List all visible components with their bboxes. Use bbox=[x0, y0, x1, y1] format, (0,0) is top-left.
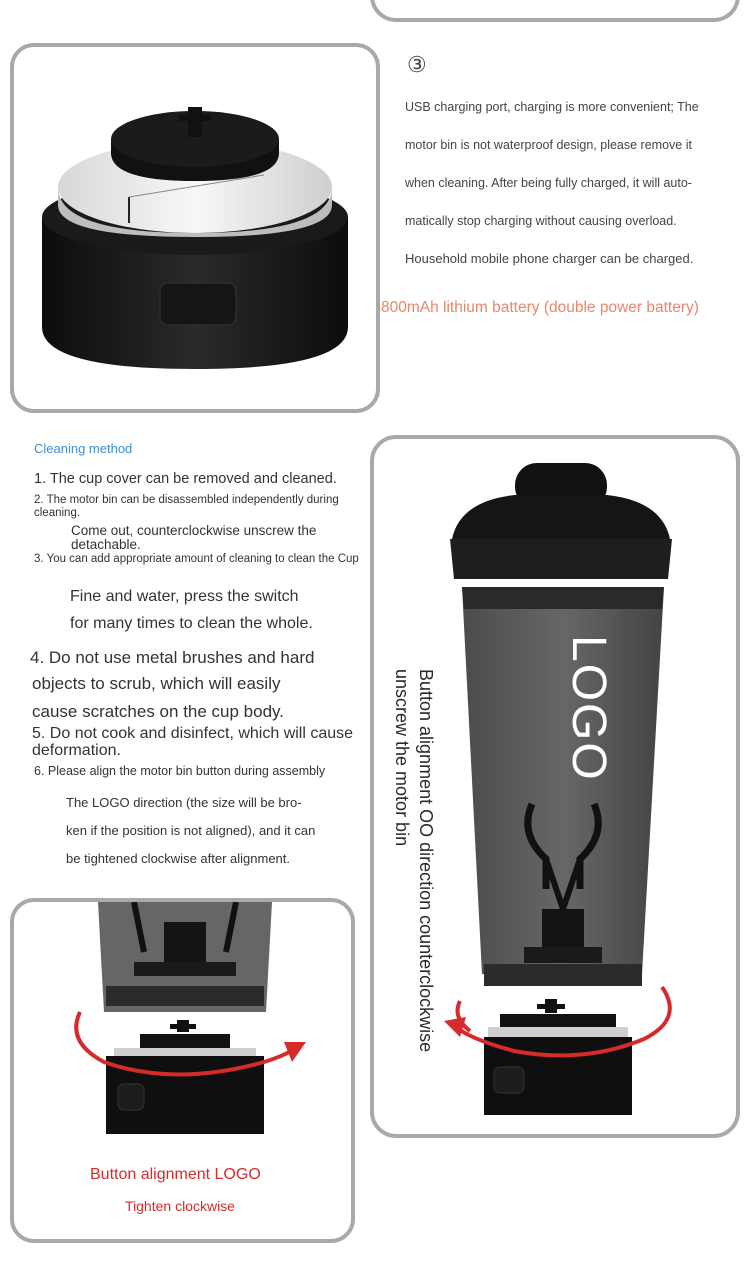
cleaning-item-6d: be tightened clockwise after alignment. bbox=[66, 851, 291, 866]
cleaning-item-4b: objects to scrub, which will easily bbox=[32, 674, 281, 693]
cleaning-item-6c: ken if the position is not aligned), and it can bbox=[66, 823, 316, 838]
bottle-caption-line-2: unscrew the motor bin bbox=[392, 669, 412, 847]
cleaning-item-2: 2. The motor bin can be disassembled independently during cleaning. bbox=[34, 494, 339, 519]
cleaning-item-2b: Come out, counterclockwise unscrew the detachable. bbox=[71, 523, 317, 552]
cleaning-item-5: 5. Do not cook and disinfect, which will cause deformation. bbox=[32, 725, 354, 759]
top-image-frame bbox=[370, 0, 740, 22]
cleaning-item-4c: cause scratches on the cup body. bbox=[32, 702, 285, 721]
step-number: ③ bbox=[407, 52, 427, 77]
motor-base-illustration bbox=[14, 47, 376, 409]
assembly-caption-1: Button alignment LOGO bbox=[90, 1166, 261, 1183]
cleaning-item-4a: 4. Do not use metal brushes and hard bbox=[30, 648, 315, 667]
spec-charger-note: Household mobile phone charger can be charged. bbox=[405, 251, 694, 266]
assembly-caption-2: Tighten clockwise bbox=[125, 1198, 235, 1214]
assembly-image bbox=[10, 898, 355, 1243]
spec-line-3: when cleaning. After being fully charged, it will auto- bbox=[405, 176, 692, 190]
assembly-illustration bbox=[14, 902, 351, 1239]
shaker-bottle-image bbox=[370, 435, 740, 1138]
bottle-logo-text: LOGO bbox=[562, 635, 615, 782]
motor-base-image bbox=[10, 43, 380, 413]
spec-battery-note: 800mAh lithium battery (double power battery) bbox=[381, 299, 699, 316]
cleaning-item-6b: The LOGO direction (the size will be bro- bbox=[66, 795, 302, 810]
cleaning-item-3c: for many times to clean the whole. bbox=[70, 615, 313, 632]
spec-line-1: USB charging port, charging is more convenient; The bbox=[405, 100, 699, 114]
cleaning-item-1: 1. The cup cover can be removed and cleaned. bbox=[34, 471, 337, 487]
cleaning-item-3: 3. You can add appropriate amount of cleaning to clean the Cup bbox=[34, 553, 359, 565]
cleaning-item-6: 6. Please align the motor bin button during assembly bbox=[34, 764, 326, 778]
spec-line-4: matically stop charging without causing overload. bbox=[405, 214, 677, 228]
spec-line-2: motor bin is not waterproof design, please remove it bbox=[405, 138, 692, 152]
cleaning-item-3b: Fine and water, press the switch bbox=[70, 588, 299, 605]
bottle-caption-line-1: Button alignment OO direction counterclockwise bbox=[416, 669, 436, 1053]
cleaning-title: Cleaning method bbox=[34, 441, 133, 456]
